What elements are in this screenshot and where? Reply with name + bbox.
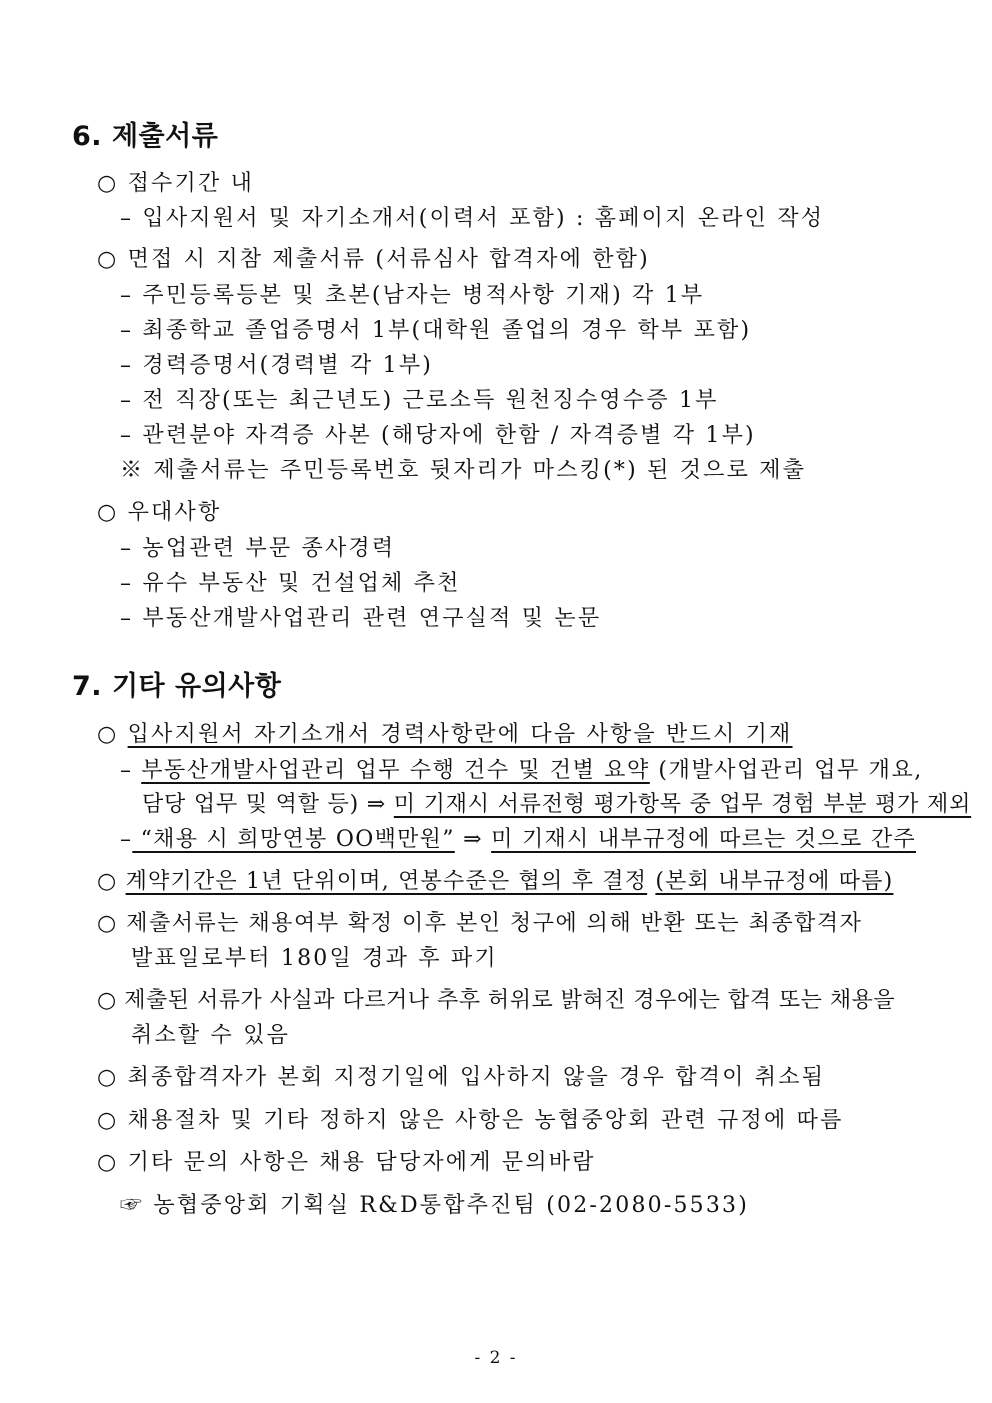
list-item: – 최종학교 졸업증명서 1부(대학원 졸업의 경우 학부 포함) — [120, 318, 752, 343]
list-item-continuation: 취소할 수 있음 — [131, 1023, 291, 1048]
list-item: ○ 채용절차 및 기타 정하지 않은 사항은 농협중앙회 관련 규정에 따름 — [97, 1108, 844, 1133]
contact-line: ☞ 농협중앙회 기획실 R&D통합추진팀 (02-2080-5533) — [120, 1193, 750, 1218]
section-7-title: 7. 기타 유의사항 — [72, 671, 282, 702]
list-item: – 부동산개발사업관리 업무 수행 건수 및 건별 요약 (개발사업관리 업무 개요, — [120, 758, 923, 783]
list-item: – 주민등록등본 및 초본(남자는 병적사항 기재) 각 1부 — [120, 283, 705, 308]
list-item: – 부동산개발사업관리 관련 연구실적 및 논문 — [120, 606, 602, 631]
list-item: ○ 면접 시 지참 제출서류 (서류심사 합격자에 한함) — [97, 247, 650, 272]
list-item: – 농업관련 부문 종사경력 — [120, 536, 396, 561]
list-item: ○ 제출서류는 채용여부 확정 이후 본인 청구에 의해 반환 또는 최종합격자 — [97, 911, 863, 936]
list-item: ○ 입사지원서 자기소개서 경력사항란에 다음 사항을 반드시 기재 — [97, 722, 793, 747]
section-6-title: 6. 제출서류 — [72, 121, 219, 152]
list-item: ○ 우대사항 — [97, 500, 222, 525]
list-item: ○ 접수기간 내 — [97, 171, 255, 196]
list-item: ○ 제출된 서류가 사실과 다르거나 추후 허위로 밝혀진 경우에는 합격 또는 채용을 — [97, 988, 896, 1013]
note-item: ※ 제출서류는 주민등록번호 뒷자리가 마스킹(*) 된 것으로 제출 — [120, 458, 807, 483]
list-item: ○ 계약기간은 1년 단위이며, 연봉수준은 협의 후 결정 (본회 내부규정에 따름) — [97, 869, 894, 894]
list-item-continuation: 발표일로부터 180일 경과 후 파기 — [131, 946, 498, 971]
list-item: – 경력증명서(경력별 각 1부) — [120, 353, 434, 378]
list-item: – “채용 시 희망연봉 OO백만원” ⇒ 미 기재시 내부규정에 따르는 것으로 간주 — [120, 827, 916, 852]
list-item: – 입사지원서 및 자기소개서(이력서 포함) : 홈페이지 온라인 작성 — [120, 206, 825, 231]
list-item: ○ 기타 문의 사항은 채용 담당자에게 문의바람 — [97, 1150, 596, 1175]
list-item-continuation: 담당 업무 및 역할 등) ⇒ 미 기재시 서류전형 평가항목 중 업무 경험 부분 평가 제외 — [142, 792, 972, 817]
list-item: – 유수 부동산 및 건설업체 추천 — [120, 571, 461, 596]
list-item: – 전 직장(또는 최근년도) 근로소득 원천징수영수증 1부 — [120, 388, 719, 413]
page-number: - 2 - — [474, 1348, 518, 1368]
list-item: – 관련분야 자격증 사본 (해당자에 한함 / 자격증별 각 1부) — [120, 423, 756, 448]
list-item: ○ 최종합격자가 본회 지정기일에 입사하지 않을 경우 합격이 취소됨 — [97, 1065, 826, 1090]
